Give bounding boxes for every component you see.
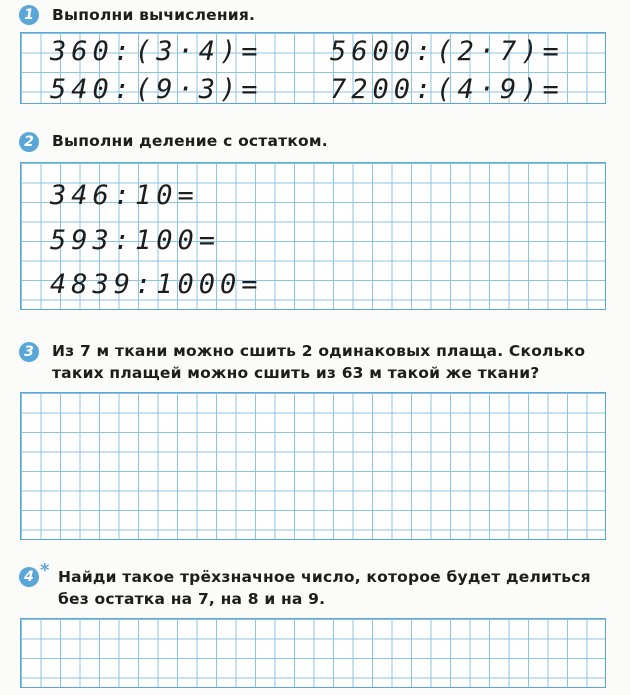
task-number-badge: 2	[19, 132, 39, 152]
star-mark: *	[40, 560, 50, 581]
answer-grid[interactable]	[20, 618, 606, 688]
task-text-line: без остатка на 7, на 8 и на 9.	[58, 590, 326, 608]
task-title: Выполни деление с остатком.	[52, 132, 328, 150]
expression: 4839:1000=	[50, 269, 263, 300]
task-text-line: Из 7 м ткани можно сшить 2 одинаковых плаща. Сколько	[52, 342, 586, 360]
task-number-badge: 3	[19, 342, 39, 362]
expression: 5600:(2·7)=	[330, 36, 564, 67]
task-text-line: таких плащей можно сшить из 63 м такой же ткани?	[52, 364, 540, 382]
task-text-line: Найди такое трёхзначное число, которое будет делиться	[58, 568, 591, 586]
expression: 7200:(4·9)=	[330, 74, 564, 105]
expression: 360:(3·4)=	[50, 36, 263, 67]
expression: 540:(9·3)=	[50, 74, 263, 105]
task-number-badge: 4	[19, 567, 39, 587]
expression: 593:100=	[50, 225, 221, 256]
task-number-badge: 1	[19, 5, 39, 25]
expression: 346:10=	[50, 180, 199, 211]
answer-grid[interactable]	[20, 392, 606, 540]
task-title: Выполни вычисления.	[52, 6, 256, 24]
